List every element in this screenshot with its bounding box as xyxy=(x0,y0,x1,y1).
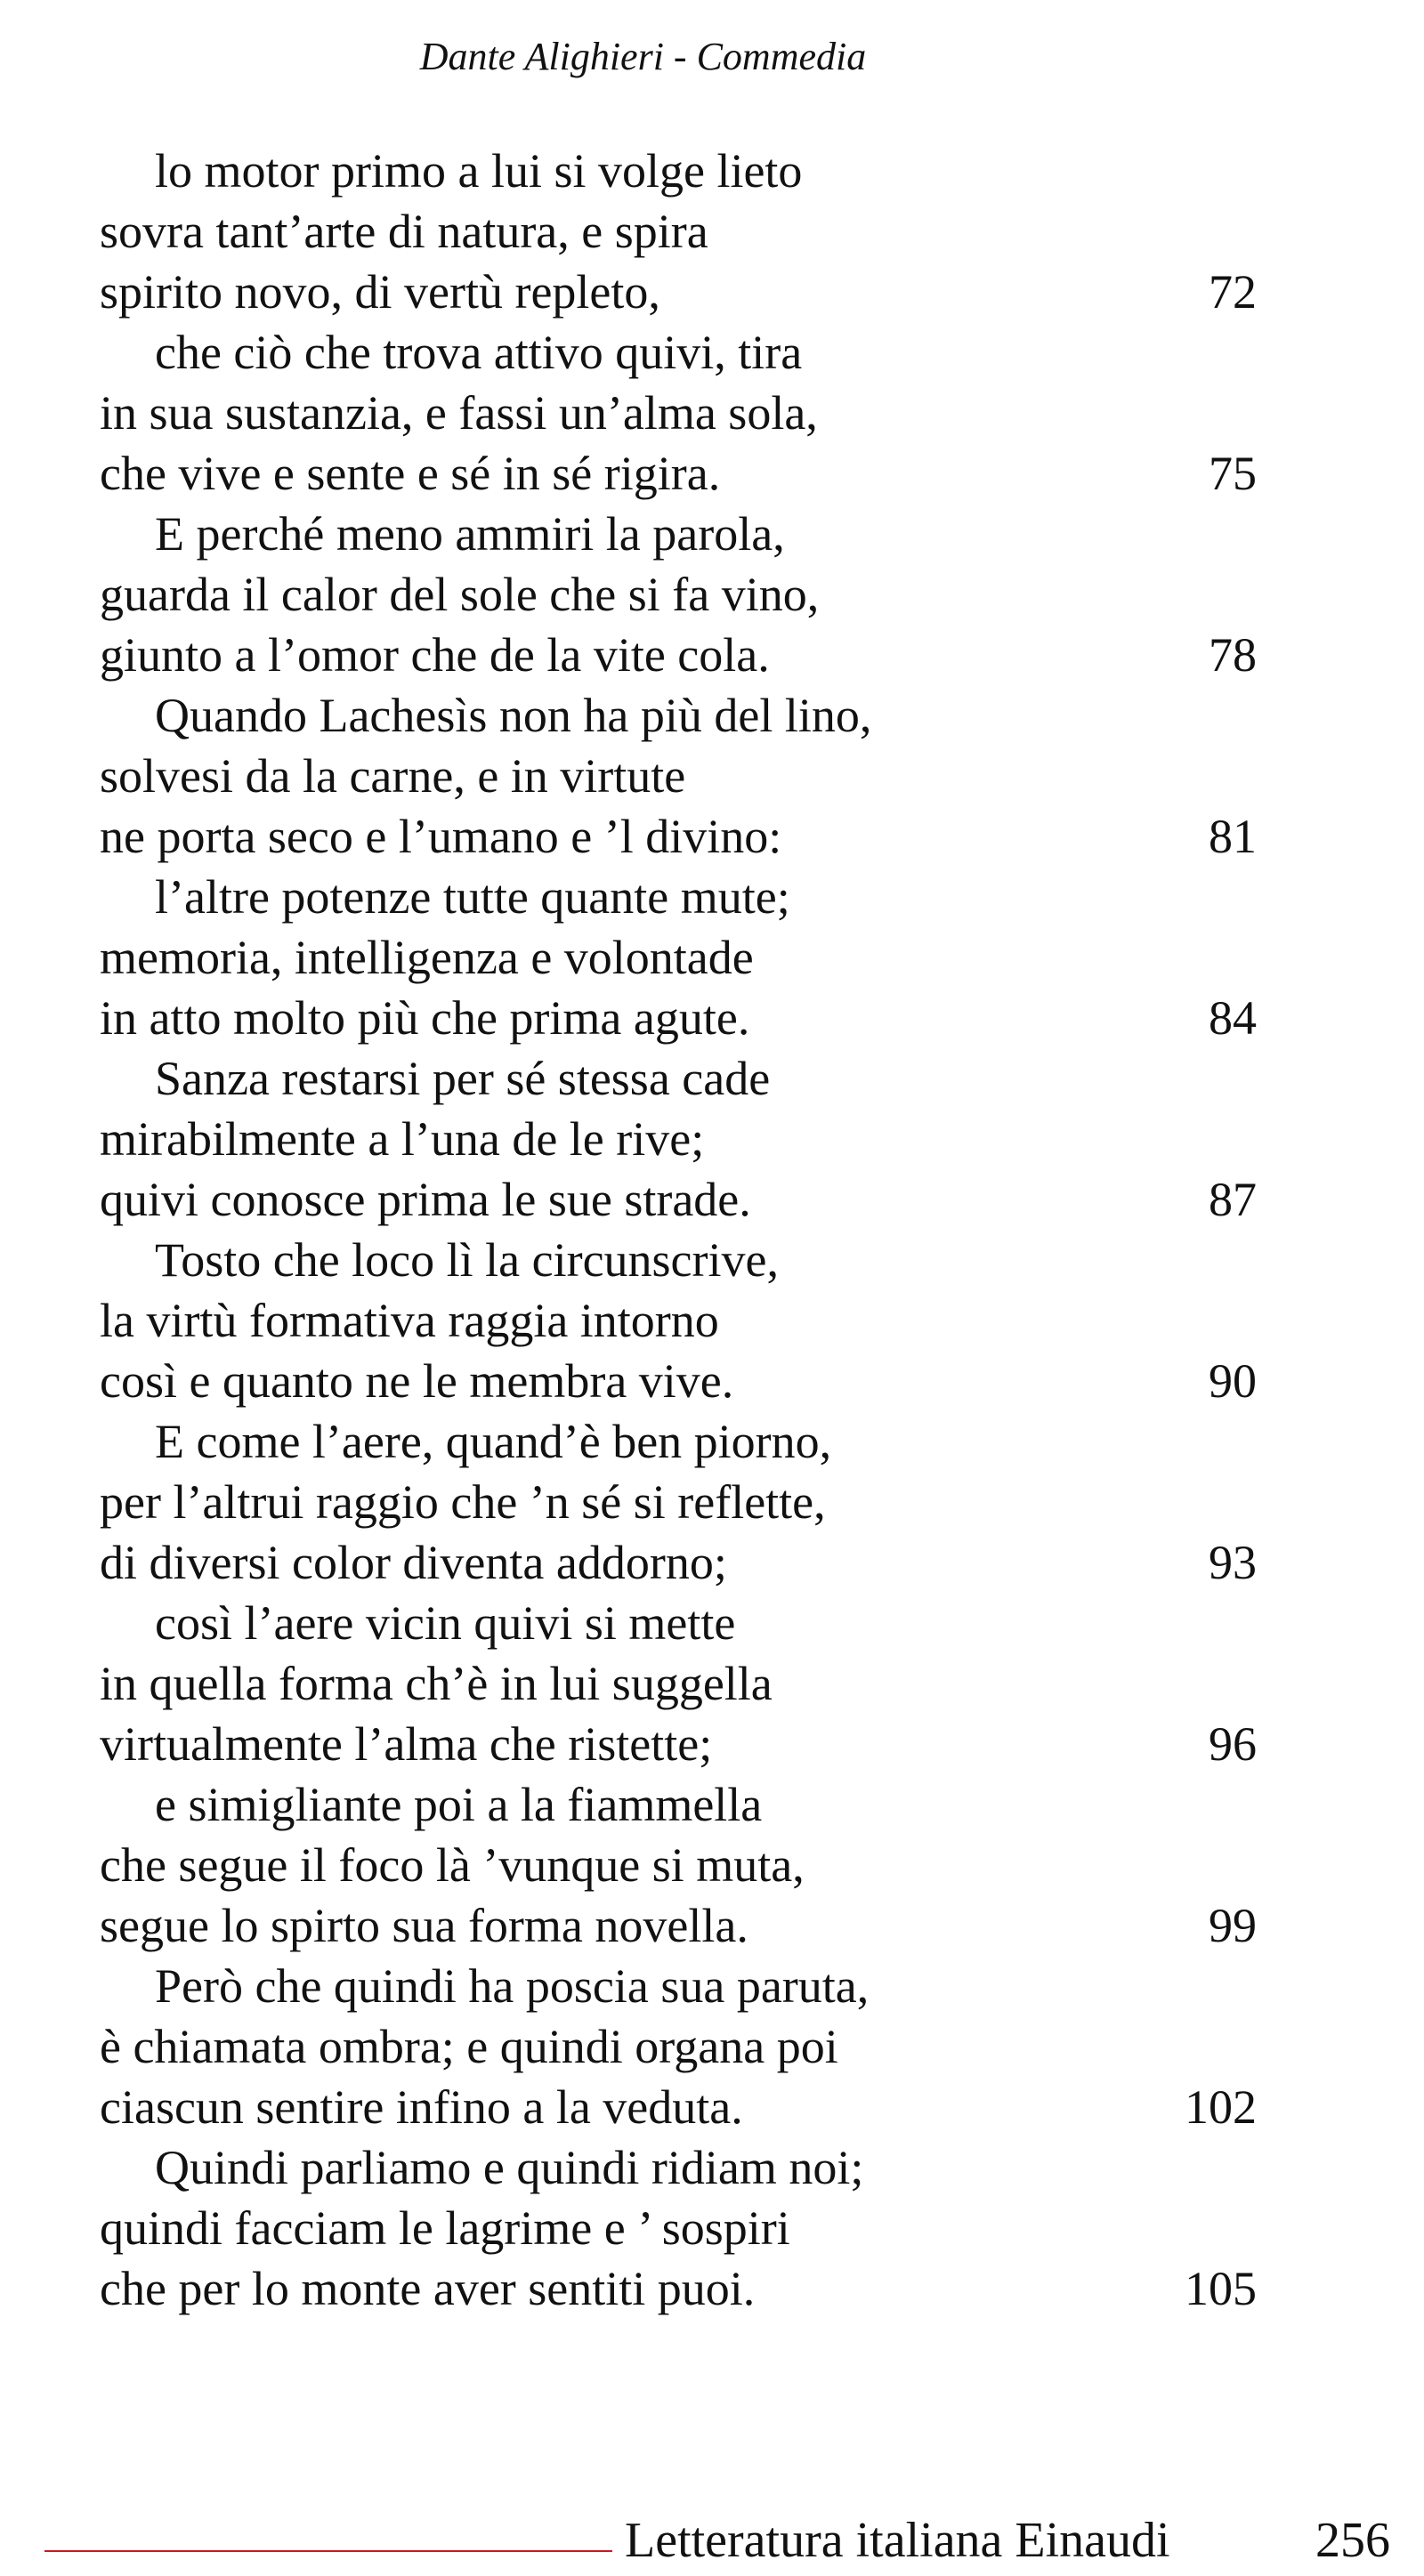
verse-line xyxy=(100,988,1257,1048)
verse-line xyxy=(100,927,1257,988)
tercet xyxy=(100,1593,1257,1774)
verse-line xyxy=(100,1774,1257,1835)
verse-number: 96 xyxy=(1209,1717,1257,1771)
verse-line xyxy=(100,1109,1257,1169)
verse-line xyxy=(100,625,1257,685)
verse-line xyxy=(100,1895,1257,1956)
verse-number: 78 xyxy=(1209,628,1257,682)
verse-line xyxy=(100,1532,1257,1593)
verse-text: che per lo monte aver sentiti puoi. xyxy=(100,2262,756,2315)
verse-text: per l’altrui raggio che ’n sé si reflette, xyxy=(100,1475,826,1529)
verse-line xyxy=(100,2077,1257,2137)
verse-text: così e quanto ne le membra vive. xyxy=(100,1354,734,1408)
publisher-name: Letteratura italiana Einaudi xyxy=(625,2513,1170,2568)
verse-line xyxy=(100,1351,1257,1411)
verse-line xyxy=(100,201,1257,262)
verse-text: che ciò che trova attivo quivi, tira xyxy=(155,326,803,379)
verse-text: ciascun sentire infino a la veduta. xyxy=(100,2080,743,2134)
verse-line xyxy=(100,2198,1257,2258)
verse-number: 75 xyxy=(1209,447,1257,500)
verse-line xyxy=(100,504,1257,564)
verse-text: quindi facciam le lagrime e ’ sospiri xyxy=(100,2201,790,2255)
verse-text: ne porta seco e l’umano e ’l divino: xyxy=(100,810,782,863)
verse-text: segue lo spirto sua forma novella. xyxy=(100,1899,748,1952)
verse-number: 72 xyxy=(1209,265,1257,319)
verse-line xyxy=(100,685,1257,746)
verse-text: Quando Lachesìs non ha più del lino, xyxy=(155,689,872,742)
verse-line xyxy=(100,2016,1257,2077)
tercet xyxy=(100,1956,1257,2137)
verse-line xyxy=(100,1411,1257,1472)
verse-text: che segue il foco là ’vunque si muta, xyxy=(100,1838,805,1892)
tercet xyxy=(100,141,1257,322)
verse-text: di diversi color diventa addorno; xyxy=(100,1536,727,1589)
verse-text: solvesi da la carne, e in virtute xyxy=(100,749,686,803)
verse-number: 99 xyxy=(1209,1899,1257,1952)
poem-text xyxy=(100,141,1257,2319)
verse-text: virtualmente l’alma che ristette; xyxy=(100,1717,713,1771)
verse-line xyxy=(100,867,1257,927)
verse-line xyxy=(100,262,1257,322)
verse-number: 102 xyxy=(1185,2080,1257,2134)
verse-line xyxy=(100,1230,1257,1290)
page-footer xyxy=(0,2509,1424,2572)
verse-text: Tosto che loco lì la circunscrive, xyxy=(155,1233,779,1287)
verse-number: 105 xyxy=(1185,2262,1257,2315)
verse-text: guarda il calor del sole che si fa vino, xyxy=(100,568,820,621)
verse-text: è chiamata ombra; e quindi organa poi xyxy=(100,2020,838,2073)
verse-line xyxy=(100,1048,1257,1109)
verse-text: e simigliante poi a la fiammella xyxy=(155,1778,763,1831)
tercet xyxy=(100,1048,1257,1230)
verse-line xyxy=(100,806,1257,867)
verse-line xyxy=(100,1472,1257,1532)
verse-line xyxy=(100,1653,1257,1714)
verse-number: 87 xyxy=(1209,1173,1257,1226)
verse-text: la virtù formativa raggia intorno xyxy=(100,1294,719,1347)
tercet xyxy=(100,504,1257,685)
tercet xyxy=(100,867,1257,1048)
verse-number: 84 xyxy=(1209,991,1257,1045)
running-title: Dante Alighieri - Commedia xyxy=(419,35,867,78)
verse-line xyxy=(100,141,1257,201)
verse-text: memoria, intelligenza e volontade xyxy=(100,931,754,984)
verse-line xyxy=(100,746,1257,806)
verse-number: 90 xyxy=(1209,1354,1257,1408)
verse-number: 81 xyxy=(1209,810,1257,863)
tercet xyxy=(100,1411,1257,1593)
verse-line xyxy=(100,1593,1257,1653)
verse-text: spirito novo, di vertù repleto, xyxy=(100,265,660,319)
verse-line xyxy=(100,383,1257,443)
verse-line xyxy=(100,443,1257,504)
tercet xyxy=(100,1230,1257,1411)
verse-line xyxy=(100,1714,1257,1774)
verse-text: E perché meno ammiri la parola, xyxy=(155,507,785,561)
verse-text: mirabilmente a l’una de le rive; xyxy=(100,1112,705,1166)
verse-text: Sanza restarsi per sé stessa cade xyxy=(155,1052,771,1105)
verse-line xyxy=(100,322,1257,383)
verse-line xyxy=(100,1290,1257,1351)
verse-text: giunto a l’omor che de la vite cola. xyxy=(100,628,770,682)
verse-line xyxy=(100,564,1257,625)
tercet xyxy=(100,685,1257,867)
page-number: 256 xyxy=(1315,2513,1390,2568)
verse-text: in sua sustanzia, e fassi un’alma sola, xyxy=(100,386,818,440)
verse-text: quivi conosce prima le sue strade. xyxy=(100,1173,751,1226)
verse-text: che vive e sente e sé in sé rigira. xyxy=(100,447,721,500)
verse-text: l’altre potenze tutte quante mute; xyxy=(155,870,790,924)
verse-text: in quella forma ch’è in lui suggella xyxy=(100,1657,773,1710)
tercet xyxy=(100,1774,1257,1956)
verse-text: Però che quindi ha poscia sua paruta, xyxy=(155,1959,870,2013)
verse-text: E come l’aere, quand’è ben piorno, xyxy=(155,1415,832,1468)
verse-line xyxy=(100,1835,1257,1895)
verse-line xyxy=(100,1169,1257,1230)
verse-line xyxy=(100,2258,1257,2319)
verse-text: lo motor primo a lui si volge lieto xyxy=(155,144,803,198)
verse-line xyxy=(100,2137,1257,2198)
footer-rule xyxy=(44,2550,612,2552)
tercet xyxy=(100,2137,1257,2319)
verse-text: sovra tant’arte di natura, e spira xyxy=(100,205,708,258)
verse-text: così l’aere vicin quivi si mette xyxy=(155,1596,736,1650)
verse-number: 93 xyxy=(1209,1536,1257,1589)
verse-line xyxy=(100,1956,1257,2016)
verse-text: in atto molto più che prima agute. xyxy=(100,991,750,1045)
verse-text: Quindi parliamo e quindi ridiam noi; xyxy=(155,2141,864,2194)
tercet xyxy=(100,322,1257,504)
